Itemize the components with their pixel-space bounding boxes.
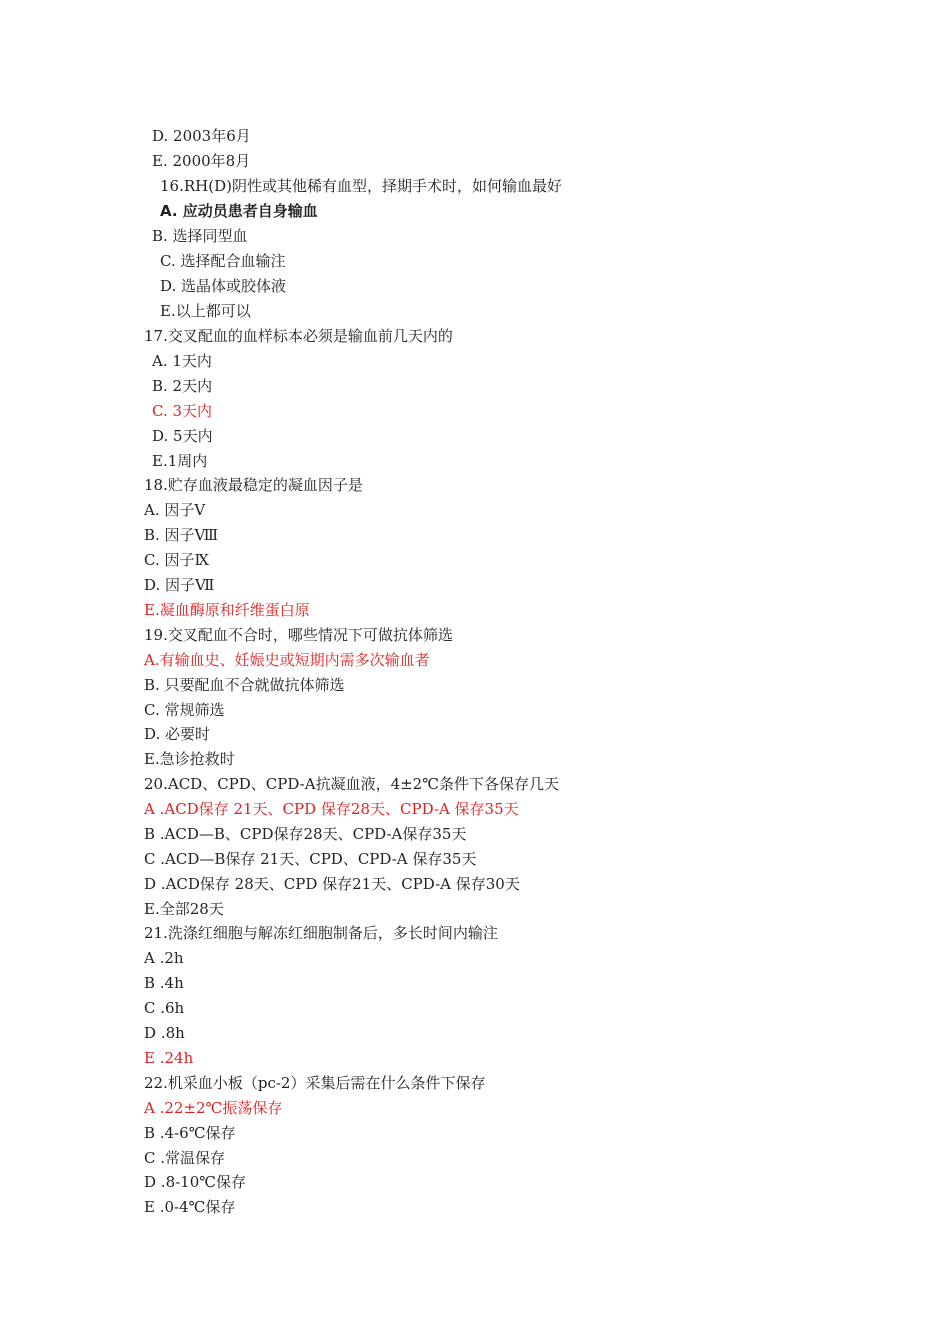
q18-option-b: B. 因子Ⅷ: [144, 526, 219, 544]
q21-question: 21.洗涤红细胞与解冻红细胞制备后，多长时间内输注: [144, 924, 498, 942]
q21-option-e-answer: E .24h: [144, 1049, 194, 1067]
q15-option-d: D. 2003年6月: [152, 127, 251, 145]
q17-option-c-answer: C. 3天内: [152, 402, 213, 420]
q16-option-c: C. 选择配合血输注: [160, 252, 286, 270]
q18-question: 18.贮存血液最稳定的凝血因子是: [144, 476, 363, 494]
q22-option-b: B .4-6℃保存: [144, 1124, 236, 1142]
q22-option-e: E .0-4℃保存: [144, 1198, 236, 1216]
q16-option-e: E.以上都可以: [160, 302, 251, 320]
q21-option-b: B .4h: [144, 974, 184, 992]
q16-question: 16.RH(D)阴性或其他稀有血型，择期手术时，如何输血最好: [160, 177, 562, 195]
q19-option-e: E.急诊抢救时: [144, 750, 235, 768]
q18-option-a: A. 因子Ⅴ: [144, 501, 206, 519]
q15-option-e: E. 2000年8月: [152, 152, 251, 170]
q19-option-d: D. 必要时: [144, 725, 211, 743]
q16-option-d: D. 选晶体或胶体液: [160, 277, 287, 295]
q19-option-b: B. 只要配血不合就做抗体筛选: [144, 676, 345, 694]
q17-question: 17.交叉配血的血样标本必须是输血前几天内的: [144, 327, 453, 345]
q20-option-a-answer: A .ACD保存 21天、CPD 保存28天、CPD-A 保存35天: [144, 800, 519, 818]
q20-option-d: D .ACD保存 28天、CPD 保存21天、CPD-A 保存30天: [144, 875, 520, 893]
q18-option-c: C. 因子Ⅸ: [144, 551, 209, 569]
q22-option-c: C .常温保存: [144, 1149, 226, 1167]
q21-option-a: A .2h: [144, 949, 184, 967]
q19-option-c: C. 常规筛选: [144, 701, 225, 719]
q19-question: 19.交叉配血不合时，哪些情况下可做抗体筛选: [144, 626, 453, 644]
q16-option-a: A. 应动员患者自身输血: [160, 202, 318, 220]
q18-option-e-answer: E.凝血酶原和纤维蛋白原: [144, 601, 310, 619]
q22-question: 22.机采血小板（pc-2）采集后需在什么条件下保存: [144, 1074, 486, 1092]
q22-option-d: D .8-10℃保存: [144, 1173, 247, 1191]
q20-option-b: B .ACD—B、CPD保存28天、CPD-A保存35天: [144, 825, 467, 843]
q17-option-a: A. 1天内: [152, 352, 212, 370]
q22-option-a-answer: A .22±2℃振荡保存: [144, 1099, 283, 1117]
q17-option-d: D. 5天内: [152, 427, 213, 445]
q19-option-a-answer: A.有输血史、妊娠史或短期内需多次输血者: [144, 651, 430, 669]
q20-option-c: C .ACD—B保存 21天、CPD、CPD-A 保存35天: [144, 850, 477, 868]
q16-option-b: B. 选择同型血: [152, 227, 248, 245]
q18-option-d: D. 因子Ⅶ: [144, 576, 215, 594]
q21-option-d: D .8h: [144, 1024, 185, 1042]
q17-option-b: B. 2天内: [152, 377, 213, 395]
q17-option-e: E.1周内: [152, 452, 208, 470]
q20-option-e: E.全部28天: [144, 900, 224, 918]
q20-question: 20.ACD、CPD、CPD-A抗凝血液，4±2℃条件下各保存几天: [144, 775, 559, 793]
q21-option-c: C .6h: [144, 999, 185, 1017]
